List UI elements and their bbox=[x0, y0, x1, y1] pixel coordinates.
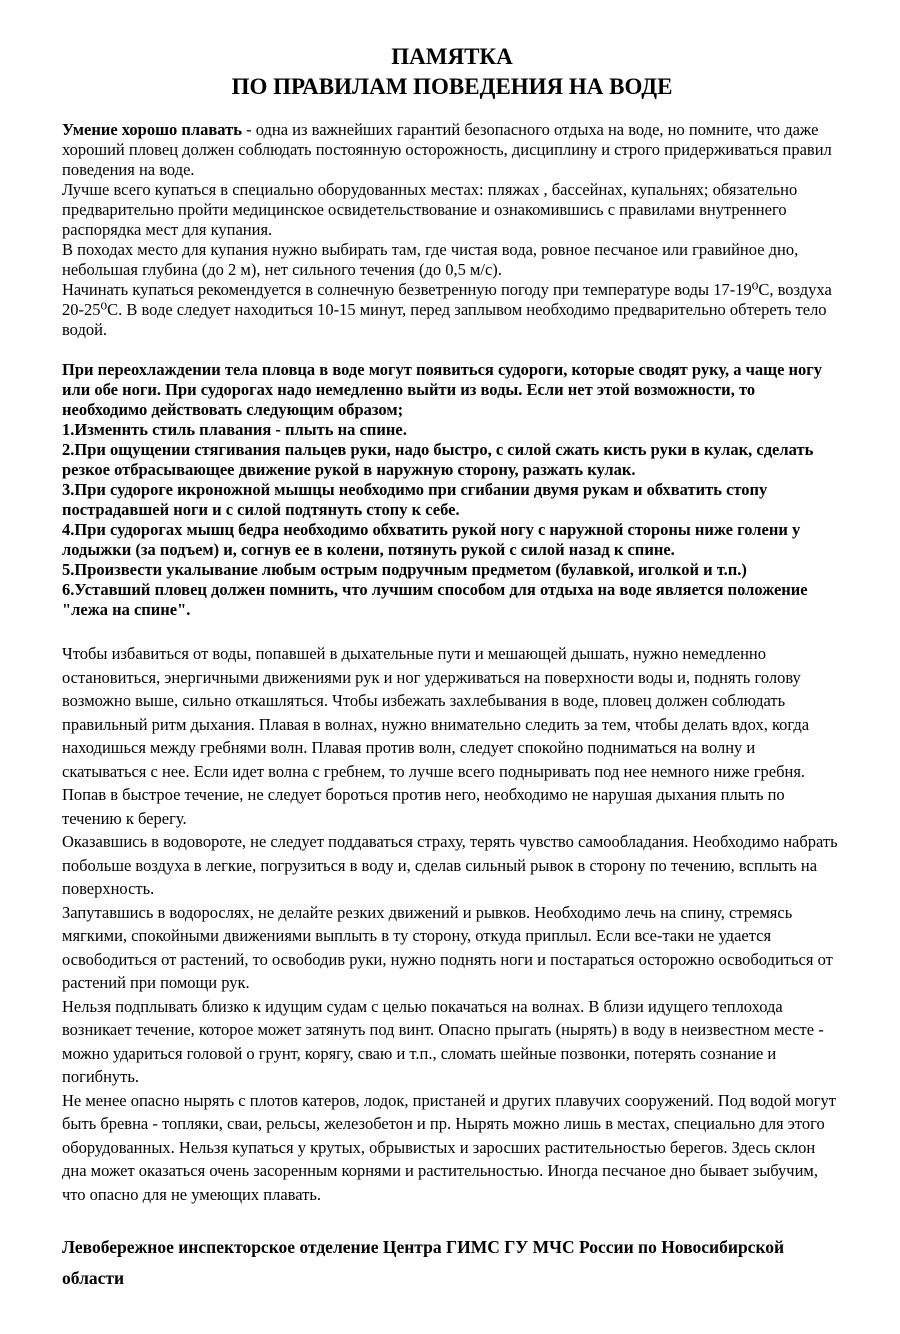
title-line-1: ПАМЯТКА bbox=[391, 44, 513, 69]
advice-paragraph: Оказавшись в водовороте, не следует поддаваться страху, терять чувство самообладания. Необходимо набрать побольше воздуха в легкие, погрузиться в воду и, сделав сильный рывок в сторону по течению, всплыть на поверхность. bbox=[62, 832, 838, 898]
cramp-item: 3.При судороге икроножной мышцы необходимо при сгибании двумя рукам и обхватить стопу пострадавшей ноги и с силой подтянуть стопу к себе. bbox=[62, 480, 768, 519]
intro-paragraph bbox=[62, 120, 842, 180]
advice-paragraph: Не менее опасно нырять с плотов катеров, лодок, пристаней и других плавучих сооружений. Под водой могут быть бревна - топляки, сваи, рельсы, железобетон и пр. Нырять можно лишь в местах, специально для этого оборудованных. Нельзя купаться у крутых, обрывистых и заросших растительностью берегов. Здесь склон дна может оказаться очень засоренным корнями и растительностью. Иногда песчаное дно бывает зыбучим, что опасно для не умеющих плавать. bbox=[62, 1090, 837, 1204]
page-title bbox=[62, 42, 842, 102]
advice-paragraph: Запутавшись в водорослях, не делайте резких движений и рывков. Необходимо лечь на спину, стремясь мягкими, спокойными движениями выплыть в ту сторону, откуда приплыл. Если все-таки не удается освободиться от растений, то освободив руки, нужно поднять ноги и постараться осторожно освободиться от растений при помощи рук. bbox=[62, 902, 833, 992]
cramp-item: 2.При ощущении стягивания пальцев руки, надо быстро, с силой сжать кисть руки в кулак, сделать резкое отбрасывающее движение рукой в наружную сторону, разжать кулак. bbox=[62, 440, 814, 479]
footer-note: Левобережное инспекторское отделение Центра ГИМС ГУ МЧС России по Новосибирской области bbox=[62, 1237, 785, 1288]
cramps-heading: При переохлаждении тела пловца в воде могут появиться судороги, которые сводят руку, а чаще ногу или обе ноги. При судорогах надо немедленно выйти из воды. Если нет этой возможности, то необходимо действовать следующим образом; bbox=[62, 360, 823, 419]
intro-paragraph: В походах место для купания нужно выбирать там, где чистая вода, ровное песчаное или гравийное дно, небольшая глубина (до 2 м), нет сильного течения (до 0,5 м/с). bbox=[62, 240, 799, 279]
advice-paragraph: Попав в быстрое течение, не следует бороться против него, необходимо не нарушая дыхания плыть по течению к берегу. bbox=[62, 785, 785, 828]
cramp-item: 4.При судорогах мышц бедра необходимо обхватить рукой ногу с наружной стороны ниже голени у лодыжки (за подъем) и, согнув ее в колени, потянуть рукой с силой назад к спине. bbox=[62, 520, 801, 559]
cramp-item: 6.Уставший пловец должен помнить, что лучшим способом для отдыха на воде является положение "лежа на спине". bbox=[62, 580, 808, 619]
advice-paragraph: Чтобы избавиться от воды, попавшей в дыхательные пути и мешающей дышать, нужно немедленно остановиться, энергичными движениями рук и ног удерживаться на поверхности воды и, поднять голову возможно выше, сильно откашляться. Чтобы избежать захлебывания в воде, пловец должен соблюдать правильный ритм дыхания. Плавая в волнах, нужно внимательно следить за тем, чтобы делать вдох, когда находишься между гребнями волн. Плавая против волн, следует спокойно подниматься на волну и скатываться с нее. Если идет волна с гребнем, то лучше всего подныривать под нее немного ниже гребня. bbox=[62, 644, 810, 781]
intro-lead-rest: - одна из важнейших гарантий безопасного отдыха на воде, но помните, что даже хороший пловец должен соблюдать постоянную осторожность, дисциплину и строго придерживаться правил поведения на воде. bbox=[62, 120, 832, 179]
intro-section bbox=[62, 120, 842, 340]
intro-paragraph: Лучше всего купаться в специально оборудованных местах: пляжах , бассейнах, купальнях; обязательно предварительно пройти медицинское освидетельствование и ознакомившись с правилами внутреннего распорядка мест для купания. bbox=[62, 180, 798, 239]
advice-section bbox=[62, 642, 842, 1206]
advice-paragraph: Нельзя подплывать близко к идущим судам с целью покачаться на волнах. В близи идущего теплохода возникает течение, которое может затянуть под винт. Опасно прыгать (нырять) в воду в неизвестном месте - можно удариться головой о грунт, корягу, сваю и т.п., сломать шейные позвонки, потерять сознание и погибнуть. bbox=[62, 996, 824, 1086]
title-line-2: ПО ПРАВИЛАМ ПОВЕДЕНИЯ НА ВОДЕ bbox=[231, 74, 673, 99]
cramps-section bbox=[62, 360, 842, 620]
intro-lead-bold: Умение хорошо плавать bbox=[62, 120, 242, 139]
cramp-item: 1.Изменнть стиль плавания - плыть на спине. bbox=[62, 420, 407, 439]
cramp-item: 5.Произвести укалывание любым острым подручным предметом (булавкой, иголкой и т.п.) bbox=[62, 560, 747, 579]
intro-paragraph: Начинать купаться рекомендуется в солнечную безветренную погоду при температуре воды 17-19⁰С, воздуха 20-25⁰С. В воде следует находиться 10-15 минут, перед заплывом необходимо предварительно обтереть тело водой. bbox=[62, 280, 832, 339]
